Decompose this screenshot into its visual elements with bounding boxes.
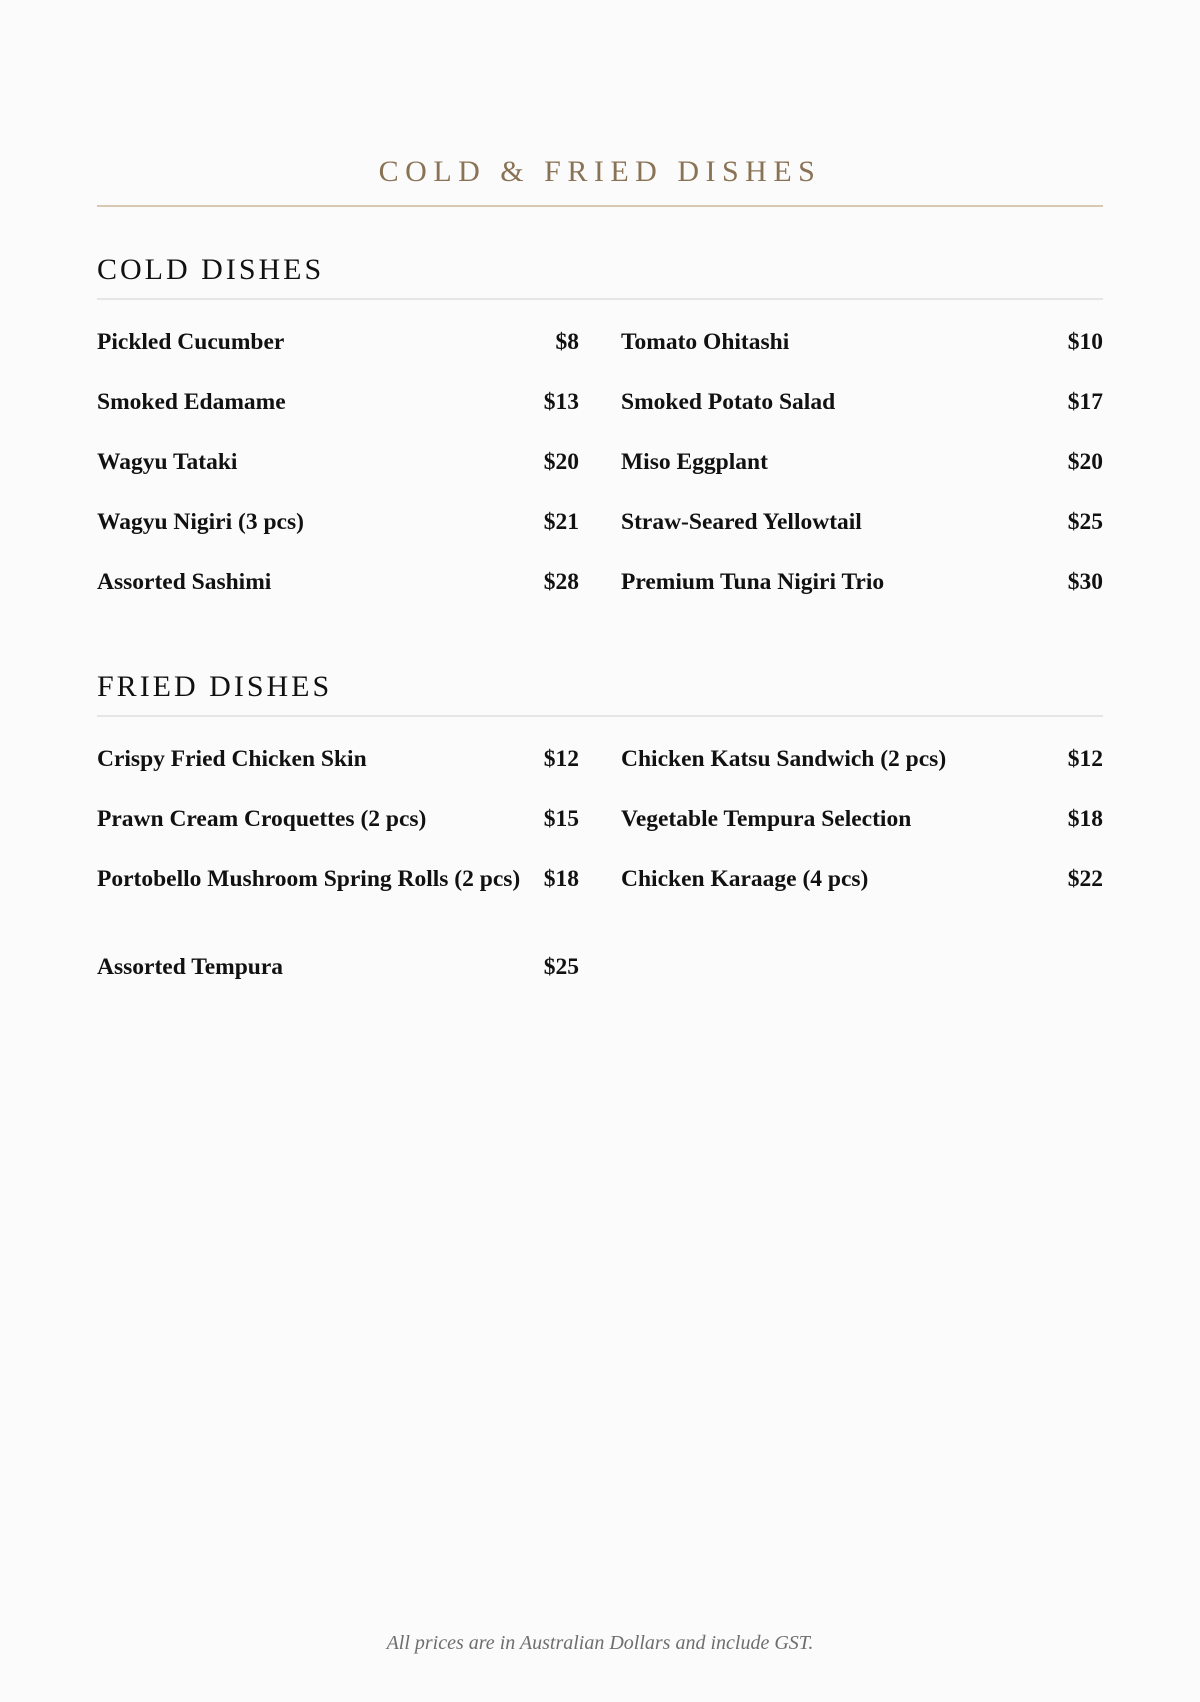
title-divider [97,205,1103,207]
item-name: Smoked Potato Salad [621,389,836,415]
item-name: Assorted Tempura [97,954,284,980]
item-price: $10 [1067,329,1103,355]
item-name: Tomato Ohitashi [621,329,790,355]
menu-item [621,508,1103,568]
menu-item [97,805,579,865]
item-name: Smoked Edamame [97,389,286,415]
menu-item [97,568,579,628]
menu-item [97,865,579,953]
section-fried-dishes [97,669,1103,1013]
item-price: $21 [543,509,579,535]
section-heading-fried: FRIED DISHES [97,669,1103,717]
cold-dishes-grid [97,328,1103,628]
menu-item [621,568,1103,628]
item-name: Chicken Karaage (4 pcs) [621,866,869,892]
menu-page [97,0,1103,1702]
fried-dishes-left-column [97,745,579,1013]
item-name: Portobello Mushroom Spring Rolls (2 pcs) [97,866,521,892]
menu-item [97,388,579,448]
menu-item [621,865,1103,925]
menu-item [97,448,579,508]
item-name: Vegetable Tempura Selection [621,806,912,832]
item-price: $20 [1067,449,1103,475]
item-price: $17 [1067,389,1103,415]
item-name: Assorted Sashimi [97,569,272,595]
item-name: Chicken Katsu Sandwich (2 pcs) [621,746,947,772]
menu-item [97,508,579,568]
menu-item [621,805,1103,865]
item-name: Miso Eggplant [621,449,768,475]
item-name: Wagyu Tataki [97,449,238,475]
item-price: $20 [543,449,579,475]
item-price: $25 [1067,509,1103,535]
item-name: Wagyu Nigiri (3 pcs) [97,509,304,535]
item-name: Premium Tuna Nigiri Trio [621,569,885,595]
item-price: $12 [543,746,579,772]
item-price: $25 [543,954,579,980]
fried-dishes-grid [97,745,1103,1013]
item-price: $12 [1067,746,1103,772]
menu-item [97,745,579,805]
fried-dishes-right-column [621,745,1103,925]
item-name: Prawn Cream Croquettes (2 pcs) [97,806,427,832]
item-price: $18 [1067,806,1103,832]
item-name: Pickled Cucumber [97,329,285,355]
menu-item [621,448,1103,508]
menu-item [621,328,1103,388]
item-price: $18 [543,866,579,892]
item-price: $22 [1067,866,1103,892]
item-price: $13 [543,389,579,415]
section-heading-cold: COLD DISHES [97,252,1103,300]
item-name: Crispy Fried Chicken Skin [97,746,367,772]
item-price: $30 [1067,569,1103,595]
item-price: $15 [543,806,579,832]
footer-note: All prices are in Australian Dollars and include GST. [386,1632,814,1654]
page-title: COLD & FRIED DISHES [378,155,822,188]
item-price: $8 [555,329,579,355]
item-name: Straw-Seared Yellowtail [621,509,862,535]
menu-item [97,328,579,388]
section-cold-dishes [97,252,1103,628]
menu-item [97,953,579,1013]
cold-dishes-right-column [621,328,1103,628]
menu-item [621,745,1103,805]
cold-dishes-left-column [97,328,579,628]
menu-item [621,388,1103,448]
item-price: $28 [543,569,579,595]
